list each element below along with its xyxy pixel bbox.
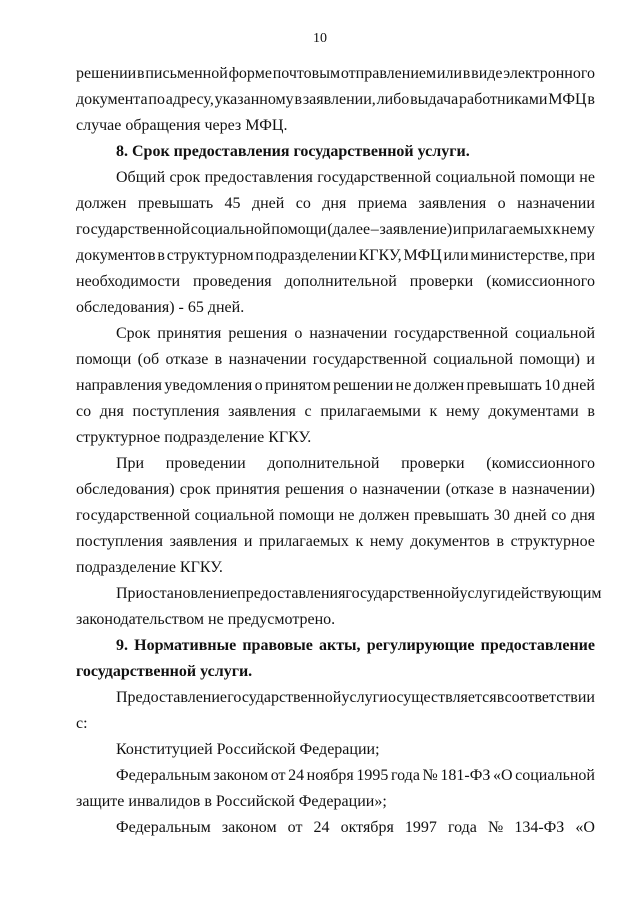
text-line — [76, 217, 595, 243]
word: со — [295, 195, 311, 212]
word: дней — [562, 377, 595, 394]
word: к — [552, 221, 561, 238]
word: и — [586, 351, 595, 368]
text-line: структурное подразделение КГКУ. — [76, 429, 312, 446]
word: КГКУ, — [358, 247, 402, 264]
word: подразделении — [255, 247, 357, 264]
word: законом — [213, 767, 269, 784]
word: 181-ФЗ — [440, 767, 491, 784]
text-line — [76, 581, 602, 607]
text-line: подразделение КГКУ. — [76, 559, 223, 576]
word: и — [452, 221, 462, 238]
section-heading-line: 8. Срок предоставления государственной услуги. — [116, 143, 470, 160]
word: 45 — [224, 195, 241, 212]
word: адресу, — [165, 91, 214, 108]
text-line — [76, 373, 595, 399]
word: (комиссионного — [486, 273, 595, 290]
word: отказе — [165, 351, 209, 368]
text-line — [76, 61, 595, 87]
word: дополнительной — [284, 273, 397, 290]
word: в — [294, 91, 303, 108]
word: принятия — [215, 481, 280, 498]
text-line — [76, 87, 595, 113]
word: о — [497, 195, 506, 212]
word: прилагаемых — [462, 221, 552, 238]
word: либо — [376, 91, 410, 108]
word: предоставление — [480, 637, 595, 654]
word: предоставления — [204, 169, 313, 186]
word: государственной — [345, 585, 460, 602]
word: 10 — [544, 377, 561, 394]
word: нему — [369, 533, 404, 550]
word: должен — [76, 195, 127, 212]
text-line — [76, 269, 595, 295]
word: почтовым — [272, 65, 341, 82]
word: письменной — [145, 65, 228, 82]
word: решении — [333, 377, 394, 394]
word: поступления — [132, 403, 220, 420]
word: социальной — [194, 507, 275, 524]
word: направления — [76, 377, 163, 394]
word: необходимости — [76, 273, 181, 290]
section-heading-line: государственной услуги. — [76, 663, 253, 680]
word: министерстве, — [470, 247, 569, 264]
word: проверки — [409, 273, 474, 290]
word: 24 — [313, 819, 330, 836]
word: правовые — [242, 637, 313, 654]
word: 9. — [116, 637, 128, 654]
word: к — [355, 533, 364, 550]
word: срок — [169, 169, 201, 186]
word: назначении — [362, 481, 441, 498]
text-line — [76, 529, 595, 555]
word: 1997 — [404, 819, 437, 836]
text-line — [76, 347, 595, 373]
text-line — [76, 763, 595, 789]
word: решения — [285, 481, 345, 498]
text-line: с: — [76, 715, 88, 732]
word: по — [148, 91, 165, 108]
word: превышать — [137, 195, 214, 212]
word: услуги — [459, 585, 506, 602]
word: проведении — [165, 455, 246, 472]
text-line: защите инвалидов в Российской Федерации»; — [76, 793, 387, 810]
text-line — [76, 399, 595, 425]
word: в — [587, 403, 595, 420]
word: к — [429, 403, 438, 420]
word: законом — [221, 819, 277, 836]
word: документа — [76, 91, 148, 108]
word: документов — [76, 247, 156, 264]
word: с — [304, 403, 312, 420]
text-line: случае обращения через МФЦ. — [76, 117, 288, 134]
word: нему — [446, 403, 480, 420]
word: срок — [179, 481, 211, 498]
word: от — [270, 767, 286, 784]
word: должен — [413, 377, 465, 394]
word: дня — [570, 507, 595, 524]
word: указанному — [214, 91, 294, 108]
word: поступления — [76, 533, 163, 550]
word: помощи — [271, 221, 327, 238]
word: работниками — [459, 91, 548, 108]
word: или — [436, 65, 463, 82]
word: назначении) — [511, 481, 595, 498]
word: заявления — [418, 195, 487, 212]
word: № — [422, 767, 438, 784]
word: виде — [471, 65, 503, 82]
word: документов — [410, 533, 490, 550]
text-line — [76, 165, 595, 191]
word: государственной — [76, 221, 191, 238]
word: структурное — [510, 533, 595, 550]
word: 30 — [493, 507, 510, 524]
word: при — [569, 247, 595, 264]
word: МФЦ — [403, 247, 442, 264]
word: прилагаемыми — [320, 403, 421, 420]
word: – — [370, 221, 379, 238]
word: электронного — [503, 65, 595, 82]
word: о — [294, 325, 303, 342]
word: не — [338, 507, 355, 524]
word: не — [579, 169, 595, 186]
word: прилагаемых — [259, 533, 349, 550]
word: Срок — [116, 325, 151, 342]
text-line — [76, 321, 595, 347]
word: уведомления — [164, 377, 253, 394]
word: Федеральным — [116, 767, 211, 784]
word: помощи — [519, 169, 575, 186]
word: проверки — [401, 455, 465, 472]
word: помощи — [279, 507, 335, 524]
word: назначении — [228, 351, 307, 368]
word: со — [76, 403, 92, 420]
word: дней — [514, 507, 547, 524]
word: форме — [228, 65, 272, 82]
word: (об — [137, 351, 160, 368]
word: или — [443, 247, 469, 264]
word: Предоставление — [116, 689, 228, 706]
word: государственной — [227, 689, 342, 706]
word: социальной — [515, 325, 595, 342]
word: принятия — [157, 325, 222, 342]
word: социальной — [515, 767, 595, 784]
text-line: Конституцией Российской Федерации; — [116, 741, 380, 758]
word: и — [243, 533, 253, 550]
word: выдача — [410, 91, 459, 108]
word: 1995 — [356, 767, 389, 784]
word: помощи) — [519, 351, 580, 368]
word: от — [287, 819, 303, 836]
word: превышать — [466, 377, 542, 394]
word: Федеральным — [116, 819, 211, 836]
word: года — [447, 819, 477, 836]
word: (отказе — [445, 481, 494, 498]
section-heading-line — [76, 633, 595, 659]
page-number: 10 — [313, 31, 327, 46]
word: в — [157, 247, 165, 264]
text-line — [76, 451, 595, 477]
word: о — [254, 377, 263, 394]
word: в — [496, 533, 505, 550]
word: Общий — [116, 169, 166, 186]
word: назначении — [309, 325, 388, 342]
word: Приостановление — [116, 585, 238, 602]
word: в — [496, 689, 505, 706]
text-line — [76, 477, 595, 503]
word: предоставления — [237, 585, 346, 602]
word: социальной — [433, 351, 514, 368]
word: структурном — [166, 247, 254, 264]
word: акты, — [318, 637, 361, 654]
word: МФЦ — [548, 91, 587, 108]
word: октября — [340, 819, 394, 836]
word: 134-ФЗ — [514, 819, 565, 836]
word: действующим — [505, 585, 602, 602]
word: о — [349, 481, 358, 498]
word: дня — [99, 403, 124, 420]
word: дополнительной — [267, 455, 380, 472]
word: решении — [76, 65, 137, 82]
word: года — [390, 767, 420, 784]
word: ноября — [306, 767, 354, 784]
text-line — [76, 685, 595, 711]
word: в — [462, 65, 471, 82]
word: дней — [251, 195, 285, 212]
word: превышать — [414, 507, 490, 524]
word: в — [499, 481, 507, 498]
word: государственной — [312, 351, 427, 368]
word: № — [487, 819, 504, 836]
word: в — [214, 351, 223, 368]
word: осуществляется — [387, 689, 497, 706]
text-line — [76, 503, 595, 529]
word: обследования) — [76, 481, 175, 498]
text-line — [76, 191, 595, 217]
word: помощи — [76, 351, 132, 368]
word: заявление) — [379, 221, 453, 238]
word: государственной — [394, 325, 509, 342]
word: решения — [228, 325, 288, 342]
word: не — [395, 377, 412, 394]
word: государственной — [317, 169, 432, 186]
word: услуги — [341, 689, 388, 706]
word: социальной — [435, 169, 516, 186]
word: назначении — [517, 195, 595, 212]
word: со — [551, 507, 567, 524]
word: отправлением — [340, 65, 437, 82]
word: 24 — [288, 767, 305, 784]
word: приема — [357, 195, 408, 212]
text-line: законодательством не предусмотрено. — [76, 611, 336, 628]
word: принятом — [265, 377, 331, 394]
word: заявления — [228, 403, 296, 420]
word: (далее — [327, 221, 371, 238]
word: в — [137, 65, 145, 82]
word: проведения — [193, 273, 272, 290]
word: Нормативные — [134, 637, 237, 654]
word: регулирующие — [366, 637, 475, 654]
word: социальной — [190, 221, 271, 238]
word: «О — [492, 767, 513, 784]
text-line — [76, 815, 595, 841]
word: (комиссионного — [486, 455, 595, 472]
text-line: обследования) - 65 дней. — [76, 299, 245, 316]
word: нему — [561, 221, 595, 238]
word: соответствии — [504, 689, 595, 706]
word: заявления — [169, 533, 238, 550]
word: При — [116, 455, 145, 472]
text-line — [76, 243, 595, 269]
document-body — [76, 61, 602, 841]
word: в — [587, 91, 595, 108]
word: должен — [359, 507, 410, 524]
word: «О — [575, 819, 595, 836]
word: документами — [488, 403, 579, 420]
word: государственной — [76, 507, 191, 524]
word: дня — [322, 195, 347, 212]
word: заявлении, — [302, 91, 376, 108]
